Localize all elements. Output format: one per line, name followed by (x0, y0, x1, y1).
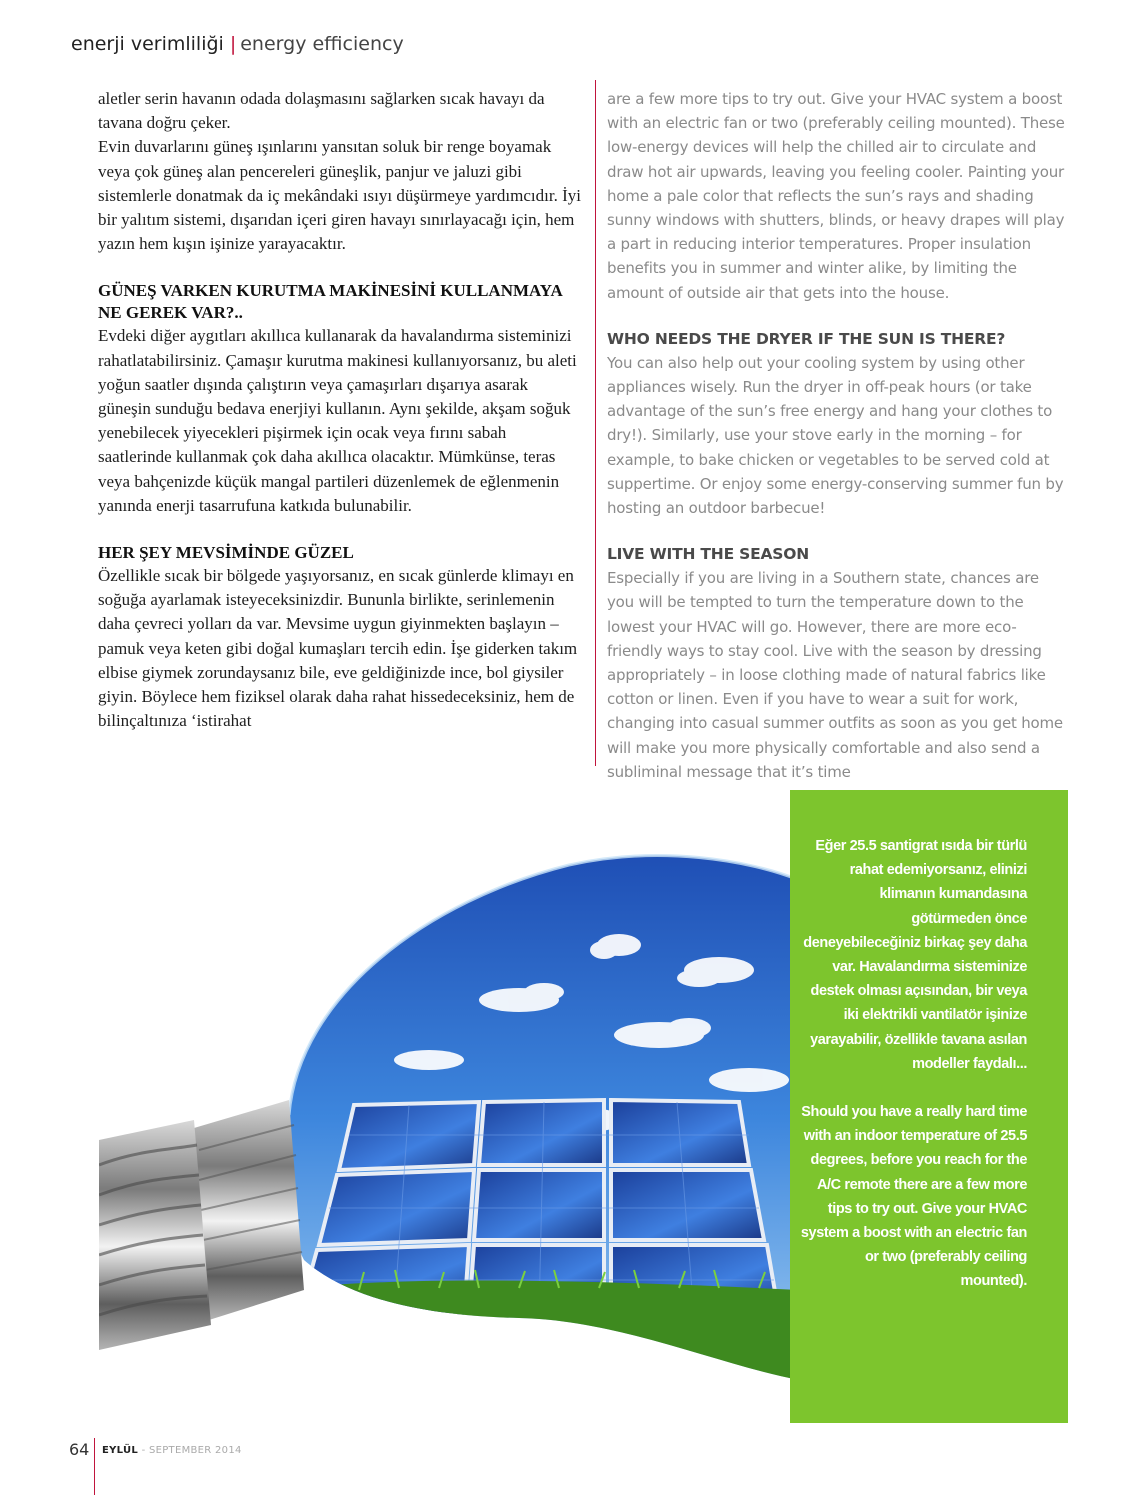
tr-paragraph-3: Evdeki diğer aygıtları akıllıca kullanarak da havalandırma sisteminizi rahatlatabilirsiniz. Çamaşır kurutma makinesi kullanıyorsanız, bu aleti yoğun saatler dışında çalıştırın veya çamaşırları dışarıya asarak güneşin sunduğu bedava enerjiyi kullanın. Aynı şekilde, akşam soğuk yenebilecek yiyecekleri pişirmek için ocak veya fırını sabah saatlerinde kullanmak çok daha akıllıca olacaktır. Mümkünse, teras veya bahçenizde küçük mangal partileri düzenlemek de eğlenmenin yanında enerji tasarrufuna katkıda bulunabilir. (98, 326, 577, 515)
footer-month: EYLÜL (102, 1445, 139, 1456)
running-header (71, 33, 404, 55)
tr-heading-season: HER ŞEY MEVSİMİNDE GÜZEL (98, 543, 354, 563)
light-bulb-with-solar-panels-icon (99, 820, 799, 1410)
tr-paragraph-1: aletler serin havanın odada dolaşmasını sağlarken sıcak havayı da tavana doğru çeker. (98, 89, 545, 133)
english-column (607, 87, 1069, 784)
en-paragraph-1: are a few more tips to try out. Give your HVAC system a boost with an electric fan or two (preferably ceiling mounted). These low-energy devices will help the chilled air to circulate and draw hot air upwards, leaving you feeling cooler. Painting your home a pale color that reflects the sun’s rays and shading sunny windows with shutters, blinds, or heavy drapes will play a part in reducing interior temperatures. Proper insulation benefits you in summer and winter alike, by limiting the amount of outside air that gets into the house. (607, 90, 1065, 302)
header-section-en: energy efficiency (240, 33, 404, 55)
pull-quote-en: Should you have a really hard time with an indoor temperature of 25.5 degrees, before you reach for the A/C remote there are a few more tips to try out. Give your HVAC system a boost with an electric fan or two (preferably ceiling mounted). (800, 1104, 1027, 1290)
pull-quote-tr: Eğer 25.5 santigrat ısıda bir türlü rahat edemiyorsanız, elinizi klimanın kumandasına götürmeden önce deneyebileceğiniz birkaç şey daha var. Havalandırma sisteminize destek olması açısından, bir veya iki elektrikli vantilatör işinize yarayabilir, özellikle tavana asılan modeller faydalı... (803, 838, 1027, 1072)
page-number: 64 (69, 1440, 90, 1459)
turkish-column (98, 87, 583, 733)
header-separator: | (229, 33, 237, 55)
footer-date: - SEPTEMBER 2014 (138, 1445, 242, 1456)
en-paragraph-3: Especially if you are living in a Southern state, chances are you will be tempted to turn the temperature down to the lowest your HVAC will go. However, there are more eco-friendly ways to stay cool. Live with the season by dressing appropriately – in loose clothing made of natural fabrics like cotton or linen. Even if you have to wear a suit for work, changing into casual summer outfits as soon as you get home will make you more physically comfortable and also send a subliminal message that it’s time (607, 569, 1063, 781)
tr-paragraph-2: Evin duvarlarını güneş ışınlarını yansıtan soluk bir renge boyamak veya çok güneş alan pencereleri güneşlik, panjur ve jaluzi gibi sistemlerle donatmak da iç mekândaki ısıyı düşürmeye yardımcıdır. İyi bir yalıtım sistemi, dışarıdan içeri giren havayı sınırlayacağı için, hem yazın hem kışın işinize yarayacaktır. (98, 137, 581, 254)
footer-divider (94, 1438, 95, 1495)
header-section-tr: enerji verimliliği (71, 33, 224, 55)
tr-heading-dryer: GÜNEŞ VARKEN KURUTMA MAKİNESİNİ KULLANMAYA NE GEREK VAR?.. (98, 281, 562, 323)
pull-quote-box (790, 790, 1068, 1423)
tr-paragraph-4: Özellikle sıcak bir bölgede yaşıyorsanız, en sıcak günlerde klimayı en soğuğa ayarlamak isteyeceksinizdir. Bununla birlikte, serinlemenin daha çevreci yolları da var. Mevsime uygun giyinmekten başlayın – pamuk veya keten gibi doğal kumaşları tercih edin. İşe giderken takım elbise giymek zorundaysanız bile, eve geldiğinizde ince, bol giysiler giyin. Böylece hem fiziksel olarak daha rahat hissedeceksiniz, hem de bilinçaltınıza ‘istirahat (98, 566, 578, 731)
en-paragraph-2: You can also help out your cooling system by using other appliances wisely. Run the dryer in off-peak hours (or take advantage of the sun’s free energy and hang your clothes to dry!). Similarly, use your stove early in the morning – for example, to bake chicken or vegetables to be served cold at suppertime. Or enjoy some energy-conserving summer fun by hosting an outdoor barbecue! (607, 353, 1064, 518)
en-heading-season: LIVE WITH THE SEASON (607, 545, 810, 564)
column-divider (595, 80, 596, 766)
footer-issue (102, 1445, 242, 1456)
en-heading-dryer: WHO NEEDS THE DRYER IF THE SUN IS THERE? (607, 329, 1006, 348)
